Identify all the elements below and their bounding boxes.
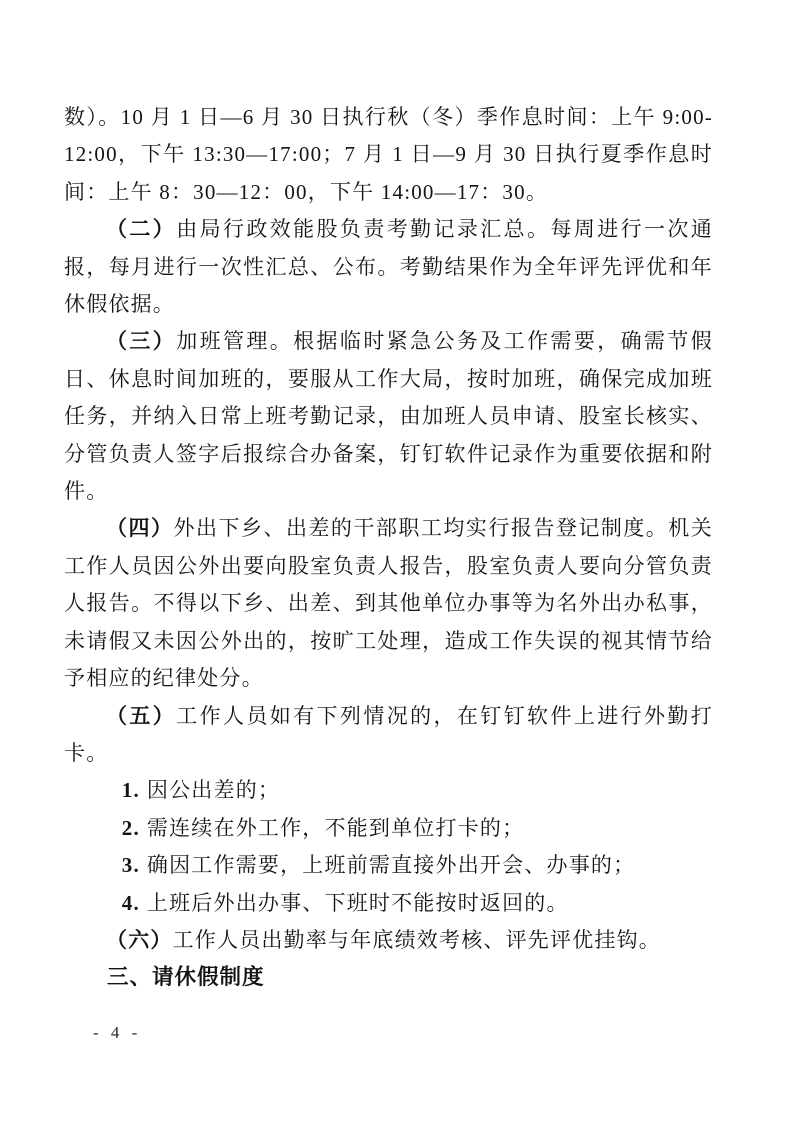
list-item-text: 因公出差的； bbox=[146, 778, 281, 803]
paragraph bbox=[64, 211, 713, 323]
list-item-number: 2. bbox=[121, 815, 140, 840]
paragraph-lead: （二） bbox=[106, 217, 177, 242]
list-item-number: 1. bbox=[121, 778, 140, 803]
paragraph-text: 数）。10 月 1 日—6 月 30 日执行秋（冬）季作息时间：上午 9:00-12:00，下午 13:30—17:00；7 月 1 日—9 月 30 日执行夏季作息时间：上午 8：30—12：00，下午 14:00—17：30。 bbox=[64, 105, 713, 204]
paragraph-lead: （三） bbox=[106, 329, 177, 354]
list-item-number: 4. bbox=[121, 890, 140, 915]
paragraph bbox=[64, 323, 713, 510]
paragraph-lead: （六） bbox=[106, 927, 173, 952]
section-heading: 三、请休假制度 bbox=[107, 965, 265, 990]
list-item bbox=[64, 772, 713, 809]
paragraph-lead: （四） bbox=[106, 516, 174, 541]
list-item bbox=[64, 810, 713, 847]
page-number: - 4 - bbox=[93, 1023, 142, 1042]
list-item-text: 上班后外出办事、下班时不能按时返回的。 bbox=[146, 890, 569, 915]
list-item bbox=[64, 885, 713, 922]
paragraph-text: 由局行政效能股负责考勤记录汇总。每周进行一次通报，每月进行一次性汇总、公布。考勤结果作为全年评先评优和年休假依据。 bbox=[64, 217, 713, 317]
paragraph-text: 工作人员如有下列情况的，在钉钉软件上进行外勤打卡。 bbox=[64, 703, 713, 765]
paragraph-text: 加班管理。根据临时紧急公务及工作需要，确需节假日、休息时间加班的，要服从工作大局，按时加班，确保完成加班任务，并纳入日常上班考勤记录，由加班人员申请、股室长核实、分管负责人签字后报综合办备案，钉钉软件记录作为重要依据和附件。 bbox=[64, 329, 713, 504]
paragraph bbox=[64, 99, 713, 211]
document-body bbox=[64, 99, 713, 997]
list-item bbox=[64, 847, 713, 884]
paragraph bbox=[64, 698, 713, 773]
paragraph-text: 工作人员出勤率与年底绩效考核、评先评优挂钩。 bbox=[172, 927, 662, 952]
list-item-text: 确因工作需要，上班前需直接外出开会、办事的； bbox=[146, 853, 636, 878]
list-item-number: 3. bbox=[121, 853, 140, 878]
list-item-text: 需连续在外工作，不能到单位打卡的； bbox=[146, 815, 525, 840]
paragraph-lead: （五） bbox=[106, 703, 177, 728]
paragraph-text: 外出下乡、出差的干部职工均实行报告登记制度。机关工作人员因公外出要向股室负责人报告，股室负责人要向分管负责人报告。不得以下乡、出差、到其他单位办事等为名外出办私事，未请假又未因公外出的，按旷工处理，造成工作失误的视其情节给予相应的纪律处分。 bbox=[64, 516, 713, 691]
paragraph bbox=[64, 922, 713, 959]
paragraph bbox=[64, 510, 713, 697]
